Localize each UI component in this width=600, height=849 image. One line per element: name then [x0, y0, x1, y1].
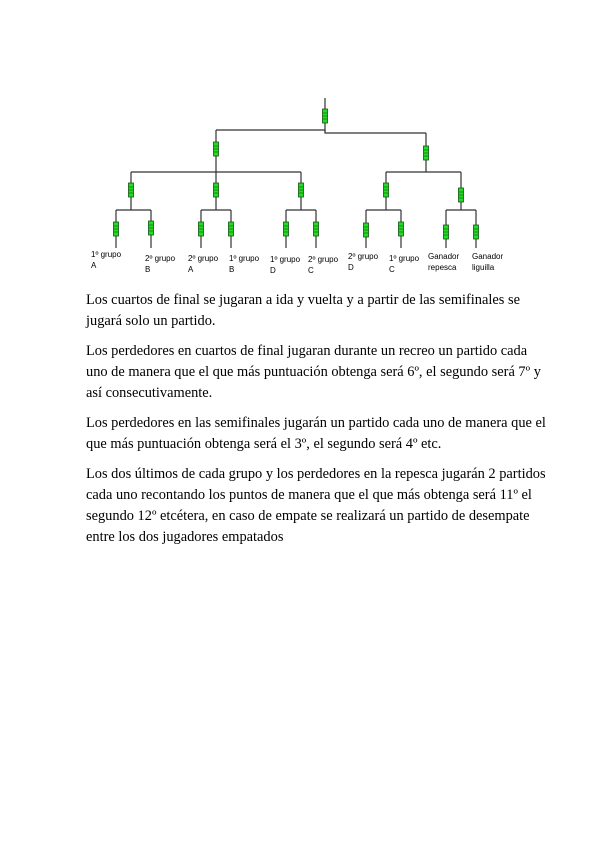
leaf-label: 2º grupo B	[145, 254, 176, 274]
paragraph: Los perdedores en las semifinales jugarán un partido cada uno de manera que el que más puntuación obtenga será el 3º, el segundo será 4º etc.	[86, 415, 546, 452]
paragraph: Los cuartos de final se jugaran a ida y vuelta y a partir de las semifinales se jugará solo un partido.	[86, 292, 520, 329]
paragraph: Los perdedores en cuartos de final jugaran durante un recreo un partido cada uno de manera que el que más puntuación obtenga será 6º, el segundo será 7º y así consecutivamente.	[86, 343, 541, 401]
rules-text	[86, 290, 546, 548]
bracket-slots	[114, 109, 479, 239]
leaf-label: 1º grupo B	[229, 254, 260, 274]
leaf-label: 1º grupo C	[389, 254, 420, 274]
leaf-label: 2º grupo C	[308, 255, 339, 275]
leaf-label: Ganador liguilla	[472, 252, 504, 272]
leaf-label: 2º grupo A	[188, 254, 219, 274]
leaf-label: 2º grupo D	[348, 252, 379, 272]
leaf-label: 1º grupo A	[91, 250, 122, 270]
paragraph: Los dos últimos de cada grupo y los perdedores en la repesca jugarán 2 partidos cada uno recontando los puntos de manera que el que más obtenga será 11º el segundo 12º etcétera, en caso de empate se realizará un partido de desempate entre los dos jugadores empatados	[86, 466, 546, 545]
bracket-lines	[116, 98, 476, 248]
tournament-bracket	[0, 0, 600, 290]
leaf-label: Ganador repesca	[428, 252, 460, 272]
leaf-label: 1º grupo D	[270, 255, 301, 275]
